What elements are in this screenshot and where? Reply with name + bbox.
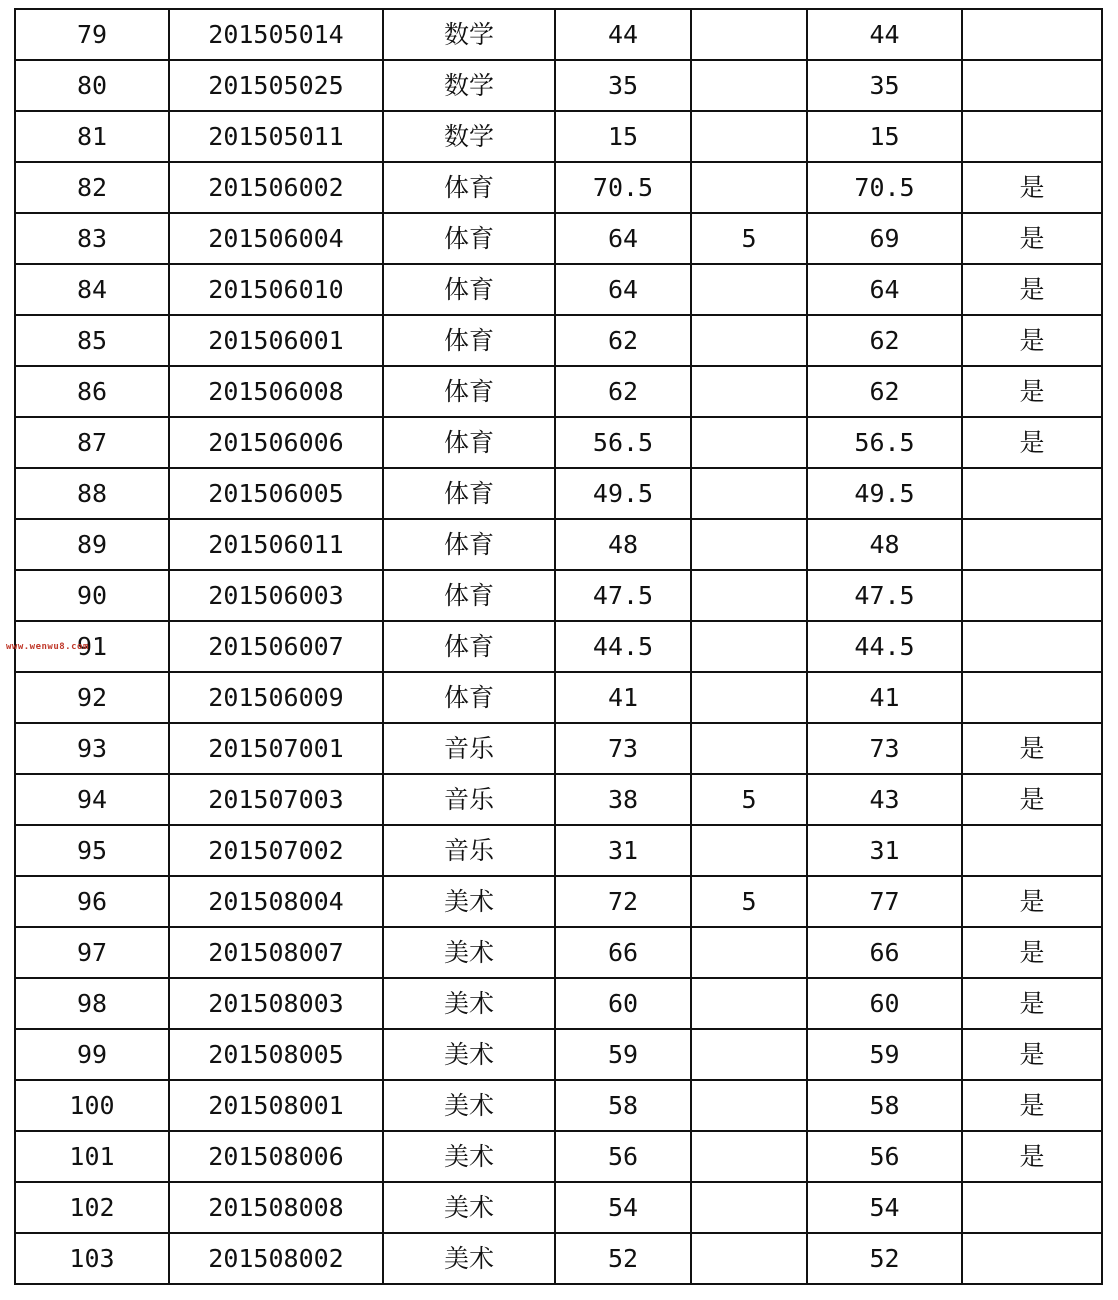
- subject-cell: 美术: [383, 1131, 555, 1182]
- row-number-cell: 83: [15, 213, 169, 264]
- row-number-cell: 88: [15, 468, 169, 519]
- candidate-id-cell: 201506001: [169, 315, 383, 366]
- subject-cell: 美术: [383, 1182, 555, 1233]
- candidate-id-cell: 201505025: [169, 60, 383, 111]
- total-score-cell: 41: [807, 672, 962, 723]
- table-row: [15, 927, 1102, 978]
- score-cell: 64: [555, 213, 691, 264]
- score-cell: 48: [555, 519, 691, 570]
- total-score-cell: 62: [807, 315, 962, 366]
- total-score-cell: 44: [807, 9, 962, 60]
- total-score-cell: 59: [807, 1029, 962, 1080]
- qualified-flag-cell: [962, 1233, 1102, 1284]
- row-number-cell: 84: [15, 264, 169, 315]
- row-number-cell: 99: [15, 1029, 169, 1080]
- qualified-flag-cell: 是: [962, 978, 1102, 1029]
- row-number-cell: 82: [15, 162, 169, 213]
- candidate-id-cell: 201506011: [169, 519, 383, 570]
- score-cell: 56: [555, 1131, 691, 1182]
- candidate-id-cell: 201508002: [169, 1233, 383, 1284]
- qualified-flag-cell: 是: [962, 315, 1102, 366]
- table-row: [15, 162, 1102, 213]
- score-cell: 62: [555, 366, 691, 417]
- table-row: [15, 825, 1102, 876]
- candidate-id-cell: 201508007: [169, 927, 383, 978]
- row-number-cell: 98: [15, 978, 169, 1029]
- table-row: [15, 315, 1102, 366]
- bonus-cell: [691, 621, 807, 672]
- row-number-cell: 90: [15, 570, 169, 621]
- bonus-cell: [691, 264, 807, 315]
- total-score-cell: 31: [807, 825, 962, 876]
- score-table-body: [15, 9, 1102, 1284]
- table-row: [15, 1233, 1102, 1284]
- candidate-id-cell: 201507001: [169, 723, 383, 774]
- subject-cell: 体育: [383, 672, 555, 723]
- bonus-cell: [691, 570, 807, 621]
- row-number-cell: 95: [15, 825, 169, 876]
- row-number-cell: 100: [15, 1080, 169, 1131]
- table-row: [15, 1080, 1102, 1131]
- qualified-flag-cell: 是: [962, 213, 1102, 264]
- bonus-cell: [691, 162, 807, 213]
- score-cell: 58: [555, 1080, 691, 1131]
- qualified-flag-cell: 是: [962, 417, 1102, 468]
- total-score-cell: 58: [807, 1080, 962, 1131]
- subject-cell: 美术: [383, 978, 555, 1029]
- table-row: [15, 417, 1102, 468]
- qualified-flag-cell: [962, 672, 1102, 723]
- qualified-flag-cell: [962, 570, 1102, 621]
- subject-cell: 体育: [383, 213, 555, 264]
- bonus-cell: [691, 1182, 807, 1233]
- total-score-cell: 35: [807, 60, 962, 111]
- table-row: [15, 519, 1102, 570]
- subject-cell: 音乐: [383, 825, 555, 876]
- bonus-cell: 5: [691, 876, 807, 927]
- bonus-cell: 5: [691, 774, 807, 825]
- qualified-flag-cell: 是: [962, 876, 1102, 927]
- table-row: [15, 264, 1102, 315]
- table-row: [15, 213, 1102, 264]
- qualified-flag-cell: [962, 468, 1102, 519]
- candidate-id-cell: 201508001: [169, 1080, 383, 1131]
- score-cell: 62: [555, 315, 691, 366]
- score-cell: 59: [555, 1029, 691, 1080]
- subject-cell: 音乐: [383, 723, 555, 774]
- subject-cell: 美术: [383, 927, 555, 978]
- qualified-flag-cell: [962, 825, 1102, 876]
- table-row: [15, 111, 1102, 162]
- qualified-flag-cell: [962, 621, 1102, 672]
- score-cell: 72: [555, 876, 691, 927]
- total-score-cell: 43: [807, 774, 962, 825]
- candidate-id-cell: 201506003: [169, 570, 383, 621]
- total-score-cell: 54: [807, 1182, 962, 1233]
- bonus-cell: [691, 60, 807, 111]
- score-cell: 60: [555, 978, 691, 1029]
- total-score-cell: 56: [807, 1131, 962, 1182]
- subject-cell: 美术: [383, 1080, 555, 1131]
- candidate-id-cell: 201508003: [169, 978, 383, 1029]
- qualified-flag-cell: 是: [962, 1131, 1102, 1182]
- subject-cell: 数学: [383, 111, 555, 162]
- qualified-flag-cell: 是: [962, 723, 1102, 774]
- row-number-cell: 93: [15, 723, 169, 774]
- row-number-cell: 102: [15, 1182, 169, 1233]
- subject-cell: 数学: [383, 9, 555, 60]
- subject-cell: 数学: [383, 60, 555, 111]
- qualified-flag-cell: [962, 9, 1102, 60]
- row-number-cell: 97: [15, 927, 169, 978]
- bonus-cell: [691, 9, 807, 60]
- candidate-id-cell: 201505011: [169, 111, 383, 162]
- subject-cell: 体育: [383, 468, 555, 519]
- score-cell: 54: [555, 1182, 691, 1233]
- total-score-cell: 48: [807, 519, 962, 570]
- candidate-id-cell: 201508005: [169, 1029, 383, 1080]
- score-cell: 47.5: [555, 570, 691, 621]
- score-cell: 15: [555, 111, 691, 162]
- row-number-cell: 91: [15, 621, 169, 672]
- candidate-id-cell: 201506004: [169, 213, 383, 264]
- table-row: [15, 1029, 1102, 1080]
- subject-cell: 体育: [383, 315, 555, 366]
- site-watermark: www.wenwu8.com: [6, 642, 89, 652]
- score-cell: 41: [555, 672, 691, 723]
- total-score-cell: 70.5: [807, 162, 962, 213]
- table-row: [15, 366, 1102, 417]
- bonus-cell: [691, 417, 807, 468]
- candidate-id-cell: 201506009: [169, 672, 383, 723]
- candidate-id-cell: 201508004: [169, 876, 383, 927]
- table-row: [15, 60, 1102, 111]
- total-score-cell: 60: [807, 978, 962, 1029]
- total-score-cell: 69: [807, 213, 962, 264]
- row-number-cell: 103: [15, 1233, 169, 1284]
- score-cell: 70.5: [555, 162, 691, 213]
- total-score-cell: 47.5: [807, 570, 962, 621]
- bonus-cell: 5: [691, 213, 807, 264]
- bonus-cell: [691, 315, 807, 366]
- bonus-cell: [691, 1131, 807, 1182]
- total-score-cell: 64: [807, 264, 962, 315]
- row-number-cell: 80: [15, 60, 169, 111]
- total-score-cell: 56.5: [807, 417, 962, 468]
- row-number-cell: 85: [15, 315, 169, 366]
- subject-cell: 美术: [383, 876, 555, 927]
- subject-cell: 体育: [383, 264, 555, 315]
- qualified-flag-cell: 是: [962, 1080, 1102, 1131]
- candidate-id-cell: 201508008: [169, 1182, 383, 1233]
- candidate-id-cell: 201506002: [169, 162, 383, 213]
- total-score-cell: 62: [807, 366, 962, 417]
- candidate-id-cell: 201506005: [169, 468, 383, 519]
- qualified-flag-cell: [962, 111, 1102, 162]
- row-number-cell: 81: [15, 111, 169, 162]
- total-score-cell: 44.5: [807, 621, 962, 672]
- table-row: [15, 468, 1102, 519]
- row-number-cell: 101: [15, 1131, 169, 1182]
- subject-cell: 体育: [383, 519, 555, 570]
- candidate-id-cell: 201506006: [169, 417, 383, 468]
- subject-cell: 体育: [383, 621, 555, 672]
- score-cell: 52: [555, 1233, 691, 1284]
- qualified-flag-cell: [962, 60, 1102, 111]
- qualified-flag-cell: 是: [962, 264, 1102, 315]
- subject-cell: 体育: [383, 570, 555, 621]
- candidate-id-cell: 201507002: [169, 825, 383, 876]
- bonus-cell: [691, 978, 807, 1029]
- score-cell: 56.5: [555, 417, 691, 468]
- total-score-cell: 73: [807, 723, 962, 774]
- qualified-flag-cell: 是: [962, 1029, 1102, 1080]
- bonus-cell: [691, 1233, 807, 1284]
- subject-cell: 体育: [383, 417, 555, 468]
- bonus-cell: [691, 723, 807, 774]
- row-number-cell: 89: [15, 519, 169, 570]
- bonus-cell: [691, 672, 807, 723]
- score-cell: 49.5: [555, 468, 691, 519]
- bonus-cell: [691, 927, 807, 978]
- score-cell: 35: [555, 60, 691, 111]
- row-number-cell: 87: [15, 417, 169, 468]
- subject-cell: 美术: [383, 1029, 555, 1080]
- score-table-container: [14, 8, 1101, 1285]
- total-score-cell: 15: [807, 111, 962, 162]
- table-row: [15, 570, 1102, 621]
- score-cell: 44.5: [555, 621, 691, 672]
- bonus-cell: [691, 1080, 807, 1131]
- row-number-cell: 92: [15, 672, 169, 723]
- bonus-cell: [691, 1029, 807, 1080]
- table-row: [15, 1182, 1102, 1233]
- candidate-id-cell: 201505014: [169, 9, 383, 60]
- total-score-cell: 66: [807, 927, 962, 978]
- score-cell: 64: [555, 264, 691, 315]
- subject-cell: 音乐: [383, 774, 555, 825]
- bonus-cell: [691, 111, 807, 162]
- table-row: [15, 774, 1102, 825]
- candidate-id-cell: 201506007: [169, 621, 383, 672]
- row-number-cell: 96: [15, 876, 169, 927]
- qualified-flag-cell: 是: [962, 927, 1102, 978]
- subject-cell: 体育: [383, 162, 555, 213]
- row-number-cell: 94: [15, 774, 169, 825]
- qualified-flag-cell: 是: [962, 162, 1102, 213]
- qualified-flag-cell: [962, 1182, 1102, 1233]
- subject-cell: 体育: [383, 366, 555, 417]
- bonus-cell: [691, 519, 807, 570]
- subject-cell: 美术: [383, 1233, 555, 1284]
- total-score-cell: 49.5: [807, 468, 962, 519]
- candidate-id-cell: 201506010: [169, 264, 383, 315]
- candidate-id-cell: 201507003: [169, 774, 383, 825]
- bonus-cell: [691, 468, 807, 519]
- bonus-cell: [691, 825, 807, 876]
- row-number-cell: 79: [15, 9, 169, 60]
- score-cell: 73: [555, 723, 691, 774]
- qualified-flag-cell: 是: [962, 774, 1102, 825]
- bonus-cell: [691, 366, 807, 417]
- table-row: [15, 1131, 1102, 1182]
- table-row: [15, 621, 1102, 672]
- total-score-cell: 77: [807, 876, 962, 927]
- total-score-cell: 52: [807, 1233, 962, 1284]
- qualified-flag-cell: 是: [962, 366, 1102, 417]
- table-row: [15, 978, 1102, 1029]
- table-row: [15, 672, 1102, 723]
- table-row: [15, 9, 1102, 60]
- table-row: [15, 723, 1102, 774]
- candidate-id-cell: 201506008: [169, 366, 383, 417]
- score-cell: 44: [555, 9, 691, 60]
- candidate-id-cell: 201508006: [169, 1131, 383, 1182]
- row-number-cell: 86: [15, 366, 169, 417]
- score-cell: 31: [555, 825, 691, 876]
- score-cell: 66: [555, 927, 691, 978]
- score-cell: 38: [555, 774, 691, 825]
- table-row: [15, 876, 1102, 927]
- score-table: [14, 8, 1103, 1285]
- qualified-flag-cell: [962, 519, 1102, 570]
